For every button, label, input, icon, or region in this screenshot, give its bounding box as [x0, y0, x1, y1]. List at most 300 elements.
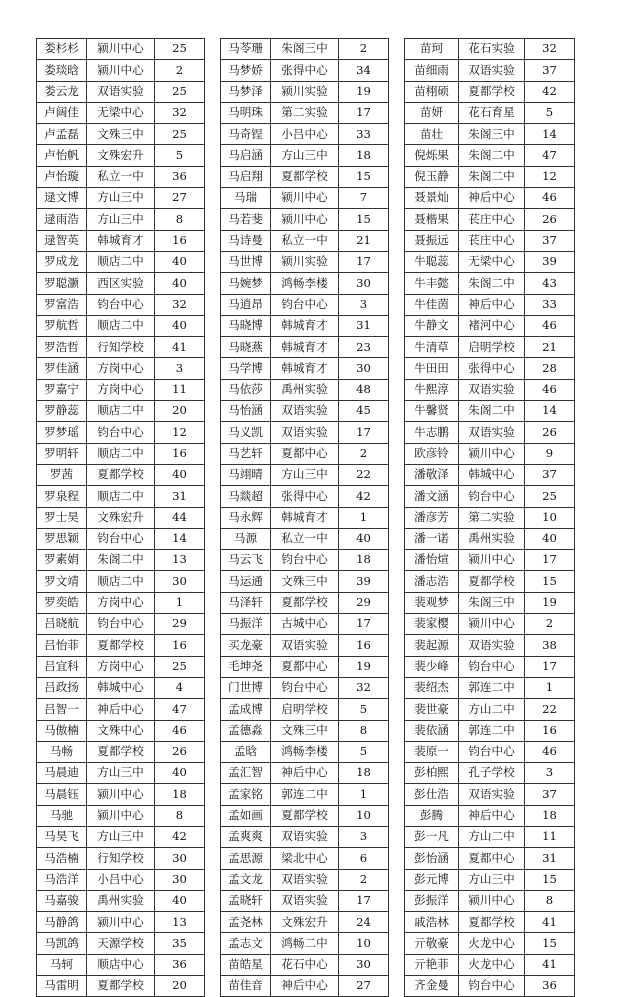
table-row: [221, 976, 389, 997]
table-row: [221, 912, 389, 933]
number-cell: 33: [525, 294, 575, 315]
number-cell: 2: [525, 614, 575, 635]
table-row: [405, 422, 575, 443]
number-cell: 13: [155, 550, 205, 571]
school-cell: 文殊中心: [87, 720, 155, 741]
school-cell: 文殊宏升: [87, 507, 155, 528]
student-name-cell: 马雷明: [37, 976, 87, 997]
student-name-cell: 彭腾: [405, 805, 459, 826]
school-cell: 双语实验: [271, 422, 339, 443]
table-row: [37, 805, 205, 826]
table-row: [405, 656, 575, 677]
student-name-cell: 卢怡帆: [37, 145, 87, 166]
school-cell: 方山三中: [459, 869, 525, 890]
school-cell: 火龙中心: [459, 954, 525, 975]
number-cell: 20: [155, 401, 205, 422]
student-name-cell: 聂振远: [405, 230, 459, 251]
number-cell: 10: [339, 933, 389, 954]
table-row: [405, 273, 575, 294]
student-name-cell: 罗成龙: [37, 251, 87, 272]
number-cell: 8: [155, 805, 205, 826]
student-name-cell: 彭仕浩: [405, 784, 459, 805]
number-cell: 30: [155, 848, 205, 869]
school-cell: 花石中心: [271, 954, 339, 975]
student-name-cell: 彭元博: [405, 869, 459, 890]
student-name-cell: 苗珂: [405, 39, 459, 60]
school-cell: 鸿畅李楼: [271, 273, 339, 294]
student-name-cell: 苗壮: [405, 124, 459, 145]
school-cell: 神后中心: [271, 763, 339, 784]
number-cell: 30: [339, 954, 389, 975]
table-row: [37, 486, 205, 507]
school-cell: 钧台中心: [459, 741, 525, 762]
school-cell: 无梁中心: [87, 102, 155, 123]
school-cell: 顺店二中: [87, 315, 155, 336]
table-row: [405, 699, 575, 720]
table-row: [37, 890, 205, 911]
student-name-cell: 牛熙淳: [405, 379, 459, 400]
school-cell: 行知学校: [87, 848, 155, 869]
student-name-cell: 罗静蕊: [37, 401, 87, 422]
number-cell: 20: [155, 976, 205, 997]
school-cell: 夏都学校: [87, 635, 155, 656]
number-cell: 30: [155, 571, 205, 592]
number-cell: 32: [525, 39, 575, 60]
table-row: [221, 699, 389, 720]
table-row: [405, 230, 575, 251]
table-row: [405, 976, 575, 997]
school-cell: 方岗中心: [87, 656, 155, 677]
number-cell: 42: [155, 826, 205, 847]
student-name-cell: 裴观梦: [405, 592, 459, 613]
table-row: [405, 954, 575, 975]
student-name-cell: 罗茜: [37, 464, 87, 485]
table-row: [405, 358, 575, 379]
school-cell: 启明学校: [271, 699, 339, 720]
table-row: [37, 209, 205, 230]
number-cell: 41: [155, 337, 205, 358]
number-cell: 17: [339, 422, 389, 443]
table-row: [405, 81, 575, 102]
table-row: [405, 720, 575, 741]
student-name-cell: 卢阔佳: [37, 102, 87, 123]
number-cell: 2: [339, 443, 389, 464]
table-row: [405, 933, 575, 954]
number-cell: 19: [339, 81, 389, 102]
table-row: [405, 39, 575, 60]
number-cell: 41: [525, 954, 575, 975]
number-cell: 39: [525, 251, 575, 272]
number-cell: 2: [155, 60, 205, 81]
number-cell: 32: [339, 677, 389, 698]
table-row: [37, 635, 205, 656]
table-row: [37, 656, 205, 677]
school-cell: 西区实验: [87, 273, 155, 294]
table-row: [221, 166, 389, 187]
school-cell: 双语实验: [459, 60, 525, 81]
school-cell: 古城中心: [271, 614, 339, 635]
table-row: [37, 699, 205, 720]
table-row: [221, 60, 389, 81]
school-cell: 韩城育才: [271, 507, 339, 528]
student-name-cell: 罗文靖: [37, 571, 87, 592]
student-name-cell: 苗栩硕: [405, 81, 459, 102]
number-cell: 32: [155, 294, 205, 315]
table-row: [405, 401, 575, 422]
school-cell: 顺店二中: [87, 486, 155, 507]
number-cell: 31: [155, 486, 205, 507]
table-row: [405, 251, 575, 272]
table-row: [405, 124, 575, 145]
school-cell: 神后中心: [271, 976, 339, 997]
table-row: [405, 805, 575, 826]
student-name-cell: 潘一诺: [405, 528, 459, 549]
table-row: [37, 507, 205, 528]
number-cell: 25: [525, 486, 575, 507]
school-cell: 钧台中心: [459, 976, 525, 997]
number-cell: 4: [155, 677, 205, 698]
number-cell: 26: [525, 209, 575, 230]
school-cell: 小吕中心: [271, 124, 339, 145]
table-row: [221, 422, 389, 443]
table-row: [221, 124, 389, 145]
student-name-cell: 马艺轩: [221, 443, 271, 464]
table-row: [405, 528, 575, 549]
table-row: [405, 294, 575, 315]
number-cell: 1: [525, 677, 575, 698]
school-cell: 颍川中心: [459, 890, 525, 911]
table-row: [37, 124, 205, 145]
student-name-cell: 潘文涵: [405, 486, 459, 507]
school-cell: 苌庄中心: [459, 209, 525, 230]
student-name-cell: 吕怡菲: [37, 635, 87, 656]
number-cell: 16: [155, 635, 205, 656]
number-cell: 18: [155, 784, 205, 805]
number-cell: 5: [339, 699, 389, 720]
table-row: [37, 528, 205, 549]
student-name-cell: 马义凯: [221, 422, 271, 443]
table-row: [37, 784, 205, 805]
student-name-cell: 罗明轩: [37, 443, 87, 464]
student-name-cell: 欧彦铃: [405, 443, 459, 464]
student-name-cell: 罗素娟: [37, 550, 87, 571]
number-cell: 35: [155, 933, 205, 954]
number-cell: 22: [525, 699, 575, 720]
number-cell: 36: [525, 976, 575, 997]
table-row: [37, 230, 205, 251]
table-row: [221, 209, 389, 230]
student-name-cell: 罗梦瑶: [37, 422, 87, 443]
student-name-cell: 裴世豪: [405, 699, 459, 720]
table-row: [221, 635, 389, 656]
school-cell: 方山三中: [87, 826, 155, 847]
student-name-cell: 马晓燕: [221, 337, 271, 358]
school-cell: 郭连二中: [459, 720, 525, 741]
school-cell: 颍川中心: [459, 614, 525, 635]
school-cell: 文殊三中: [271, 720, 339, 741]
table-row: [37, 954, 205, 975]
number-cell: 5: [155, 145, 205, 166]
school-cell: 文殊三中: [87, 124, 155, 145]
number-cell: 30: [155, 869, 205, 890]
table-row: [37, 294, 205, 315]
number-cell: 3: [155, 358, 205, 379]
table-row: [37, 145, 205, 166]
student-name-cell: 吕智一: [37, 699, 87, 720]
table-row: [221, 294, 389, 315]
number-cell: 37: [525, 464, 575, 485]
table-row: [37, 102, 205, 123]
number-cell: 47: [155, 699, 205, 720]
number-cell: 11: [155, 379, 205, 400]
number-cell: 30: [339, 273, 389, 294]
student-name-cell: 马静鸽: [37, 912, 87, 933]
school-cell: 张得中心: [459, 358, 525, 379]
school-cell: 朱阁二中: [459, 145, 525, 166]
student-name-cell: 马婉梦: [221, 273, 271, 294]
table-row: [405, 848, 575, 869]
number-cell: 17: [339, 614, 389, 635]
school-cell: 夏都学校: [271, 592, 339, 613]
table-row: [37, 677, 205, 698]
student-name-cell: 罗航哲: [37, 315, 87, 336]
school-cell: 禹州实验: [87, 890, 155, 911]
student-name-cell: 马逍昂: [221, 294, 271, 315]
number-cell: 25: [155, 39, 205, 60]
student-name-cell: 罗奕皓: [37, 592, 87, 613]
school-cell: 双语实验: [271, 890, 339, 911]
student-name-cell: 潘怡煊: [405, 550, 459, 571]
school-cell: 夏都学校: [459, 81, 525, 102]
table-row: [405, 826, 575, 847]
number-cell: 15: [525, 571, 575, 592]
table-row: [37, 720, 205, 741]
student-name-cell: 马怡涵: [221, 401, 271, 422]
table-row: [221, 571, 389, 592]
table-row: [37, 826, 205, 847]
table-row: [405, 635, 575, 656]
table-row: [405, 486, 575, 507]
school-cell: 颍川中心: [459, 443, 525, 464]
number-cell: 40: [525, 528, 575, 549]
school-cell: 双语实验: [271, 401, 339, 422]
student-name-cell: 马明珠: [221, 102, 271, 123]
school-cell: 郭连二中: [459, 677, 525, 698]
student-name-cell: 马启翔: [221, 166, 271, 187]
school-cell: 方山三中: [271, 464, 339, 485]
number-cell: 14: [525, 401, 575, 422]
student-name-cell: 吕政扬: [37, 677, 87, 698]
school-cell: 方山三中: [87, 188, 155, 209]
student-name-cell: 马振洋: [221, 614, 271, 635]
table-row: [405, 337, 575, 358]
table-row: [37, 188, 205, 209]
table-row: [221, 826, 389, 847]
student-name-cell: 裴依涵: [405, 720, 459, 741]
school-cell: 方岗中心: [87, 592, 155, 613]
number-cell: 46: [525, 188, 575, 209]
table-row: [405, 592, 575, 613]
table-row: [37, 422, 205, 443]
number-cell: 40: [155, 273, 205, 294]
table-row: [221, 443, 389, 464]
table-row: [221, 848, 389, 869]
school-cell: 夏都学校: [271, 166, 339, 187]
student-name-cell: 牛馨贤: [405, 401, 459, 422]
school-cell: 颍川中心: [459, 550, 525, 571]
school-cell: 夏都学校: [87, 464, 155, 485]
school-cell: 双语实验: [87, 81, 155, 102]
school-cell: 方山二中: [459, 826, 525, 847]
school-cell: 颍川中心: [87, 60, 155, 81]
student-name-cell: 马昊飞: [37, 826, 87, 847]
table-row: [405, 315, 575, 336]
number-cell: 18: [339, 763, 389, 784]
number-cell: 24: [339, 912, 389, 933]
table-row: [221, 315, 389, 336]
student-name-cell: 牛静文: [405, 315, 459, 336]
number-cell: 10: [525, 507, 575, 528]
student-name-cell: 倪烁果: [405, 145, 459, 166]
table-row: [221, 592, 389, 613]
number-cell: 36: [155, 954, 205, 975]
student-name-cell: 马凯鸽: [37, 933, 87, 954]
number-cell: 19: [339, 656, 389, 677]
number-cell: 31: [339, 315, 389, 336]
number-cell: 17: [339, 251, 389, 272]
number-cell: 21: [339, 230, 389, 251]
table-row: [37, 401, 205, 422]
table-row: [405, 869, 575, 890]
table-row: [37, 273, 205, 294]
student-name-cell: 马泽轩: [221, 592, 271, 613]
table-row: [37, 81, 205, 102]
table-row: [405, 614, 575, 635]
student-name-cell: 马瑞: [221, 188, 271, 209]
number-cell: 45: [339, 401, 389, 422]
school-cell: 花石育星: [459, 102, 525, 123]
student-name-cell: 买龙豪: [221, 635, 271, 656]
table-row: [221, 933, 389, 954]
number-cell: 27: [155, 188, 205, 209]
school-cell: 钧台中心: [459, 486, 525, 507]
number-cell: 47: [525, 145, 575, 166]
school-cell: 钧台中心: [87, 614, 155, 635]
student-name-cell: 孟思源: [221, 848, 271, 869]
student-name-cell: 马燚超: [221, 486, 271, 507]
table-row: [221, 720, 389, 741]
number-cell: 26: [155, 741, 205, 762]
number-cell: 40: [339, 528, 389, 549]
school-cell: 禹州实验: [271, 379, 339, 400]
school-cell: 韩城育才: [271, 358, 339, 379]
number-cell: 12: [525, 166, 575, 187]
table-row: [405, 507, 575, 528]
table-row: [37, 933, 205, 954]
school-cell: 韩城育才: [271, 315, 339, 336]
school-cell: 夏都学校: [87, 976, 155, 997]
school-cell: 夏都学校: [271, 805, 339, 826]
table-row: [37, 571, 205, 592]
student-name-cell: 娄云龙: [37, 81, 87, 102]
number-cell: 3: [339, 294, 389, 315]
number-cell: 2: [339, 39, 389, 60]
number-cell: 39: [339, 571, 389, 592]
table-row: [221, 614, 389, 635]
table-row: [37, 379, 205, 400]
table-row: [405, 550, 575, 571]
number-cell: 15: [339, 209, 389, 230]
number-cell: 2: [339, 869, 389, 890]
school-cell: 颍川中心: [271, 209, 339, 230]
table-row: [221, 379, 389, 400]
student-name-cell: 马源: [221, 528, 271, 549]
table-row: [221, 486, 389, 507]
number-cell: 34: [339, 60, 389, 81]
student-name-cell: 吕宜科: [37, 656, 87, 677]
student-name-cell: 娄杉杉: [37, 39, 87, 60]
table-row: [405, 166, 575, 187]
number-cell: 5: [339, 741, 389, 762]
school-cell: 钧台中心: [87, 422, 155, 443]
student-name-cell: 毛坤尧: [221, 656, 271, 677]
school-cell: 天源学校: [87, 933, 155, 954]
student-name-cell: 孟家铭: [221, 784, 271, 805]
table-row: [37, 848, 205, 869]
school-cell: 颍川实验: [271, 81, 339, 102]
student-name-cell: 牛志鹏: [405, 422, 459, 443]
school-cell: 孔子学校: [459, 763, 525, 784]
school-cell: 钧台中心: [271, 550, 339, 571]
student-name-cell: 潘彦芳: [405, 507, 459, 528]
student-name-cell: 孟汇智: [221, 763, 271, 784]
table-row: [37, 614, 205, 635]
school-cell: 双语实验: [459, 379, 525, 400]
table-row: [37, 976, 205, 997]
table-row: [405, 60, 575, 81]
student-name-cell: 孟爽爽: [221, 826, 271, 847]
school-cell: 张得中心: [271, 60, 339, 81]
student-name-cell: 罗佳涵: [37, 358, 87, 379]
number-cell: 19: [525, 592, 575, 613]
school-cell: 方岗中心: [87, 358, 155, 379]
student-name-cell: 彭一凡: [405, 826, 459, 847]
school-cell: 颍川中心: [87, 805, 155, 826]
school-cell: 梁北中心: [271, 848, 339, 869]
table-row: [405, 741, 575, 762]
student-name-cell: 罗富浩: [37, 294, 87, 315]
school-cell: 颍川中心: [87, 784, 155, 805]
student-name-cell: 罗思颖: [37, 528, 87, 549]
student-name-cell: 马梦泽: [221, 81, 271, 102]
table-row: [221, 656, 389, 677]
school-cell: 朱阁二中: [459, 273, 525, 294]
school-cell: 双语实验: [271, 635, 339, 656]
school-cell: 朱阁二中: [459, 401, 525, 422]
student-name-cell: 马畅: [37, 741, 87, 762]
student-name-cell: 卢孟磊: [37, 124, 87, 145]
number-cell: 40: [155, 315, 205, 336]
number-cell: 12: [155, 422, 205, 443]
student-name-cell: 马若斐: [221, 209, 271, 230]
number-cell: 14: [155, 528, 205, 549]
table-row: [37, 251, 205, 272]
school-cell: 钧台中心: [271, 294, 339, 315]
student-name-cell: 苗细雨: [405, 60, 459, 81]
student-name-cell: 苗佳音: [221, 976, 271, 997]
school-cell: 双语实验: [271, 826, 339, 847]
table-row: [37, 60, 205, 81]
